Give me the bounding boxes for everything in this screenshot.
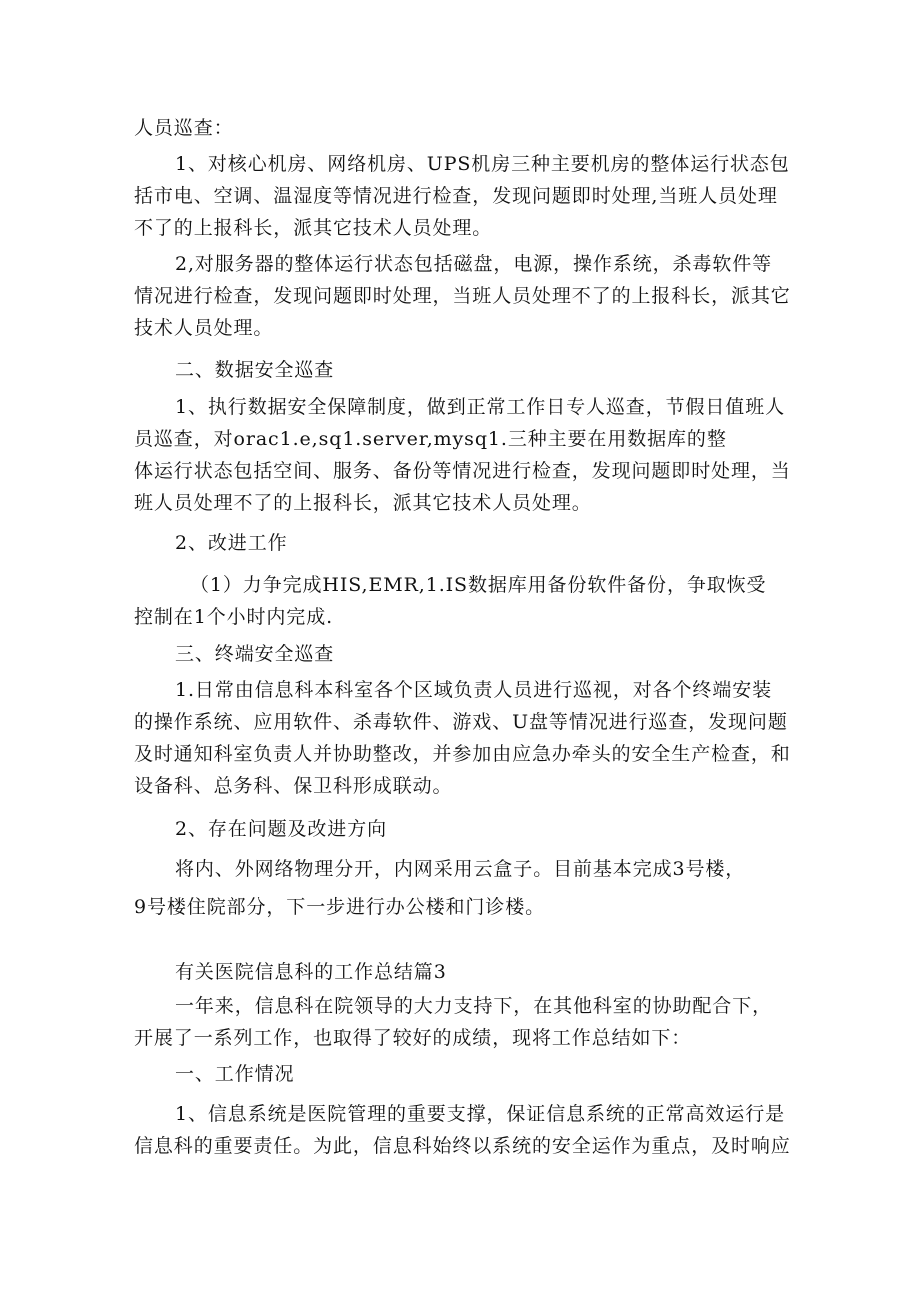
text-line: 括市电、空调、温湿度等情况进行检查，发现问题即时处理,当班人员处理: [134, 185, 778, 207]
text-line: 人员巡查：: [134, 117, 234, 139]
subheading: 2、改进工作: [175, 532, 288, 554]
text-line: 开展了一系列工作，也取得了较好的成绩，现将工作总结如下：: [134, 1027, 692, 1049]
text-line: 1、对核心机房、网络机房、UPS机房三种主要机房的整体运行状态包: [175, 153, 790, 175]
section-heading: 二、数据安全巡查: [175, 359, 335, 381]
text-line: 及时通知科室负责人并协助整改，并参加由应急办牵头的安全生产检查，和: [134, 743, 791, 765]
text-line: 1、信息系统是医院管理的重要支撑，保证信息系统的正常高效运行是: [175, 1103, 785, 1125]
text-line: 9号楼住院部分，下一步进行办公楼和门诊楼。: [134, 896, 545, 918]
text-line: 班人员处理不了的上报科长，派其它技术人员处理。: [134, 492, 592, 514]
text-line: 1.日常由信息科本科室各个区域负责人员进行巡视，对各个终端安装: [175, 679, 773, 701]
text-line: 一年来，信息科在院领导的大力支持下，在其他科室的协助配合下，: [175, 995, 773, 1017]
text-line: 2,对服务器的整体运行状态包括磁盘，电源，操作系统，杀毒软件等: [175, 253, 773, 275]
text-line: 控制在1个小时内完成.: [134, 606, 334, 628]
text-line: 设备科、总务科、保卫科形成联动。: [134, 775, 453, 797]
text-line: 员巡查，对orac1.e,sq1.server,mysq1.三种主要在用数据库的整: [134, 428, 727, 450]
section-heading: 三、终端安全巡查: [175, 643, 335, 665]
text-line: 的操作系统、应用软件、杀毒软件、游戏、U盘等情况进行巡查，发现问题: [134, 711, 788, 733]
text-line: 1、执行数据安全保障制度，做到正常工作日专人巡查，节假日值班人: [175, 396, 785, 418]
text-line: 情况进行检查，发现问题即时处理，当班人员处理不了的上报科长，派其它: [134, 285, 791, 307]
subheading: 2、存在问题及改进方向: [175, 818, 387, 840]
text-line: （1）力争完成HIS,EMR,1.IS数据库用备份软件备份，争取恢受: [190, 574, 767, 596]
text-line: 体运行状态包括空间、服务、备份等情况进行检查，发现问题即时处理，当: [134, 460, 791, 482]
section-title: 有关医院信息科的工作总结篇3: [175, 961, 447, 983]
section-heading: 一、工作情况: [175, 1063, 295, 1085]
text-line: 信息科的重要责任。为此，信息科始终以系统的安全运作为重点，及时响应: [134, 1135, 791, 1157]
text-line: 不了的上报科长，派其它技术人员处理。: [134, 217, 493, 239]
text-line: 技术人员处理。: [134, 317, 274, 339]
text-line: 将内、外网络物理分开，内网采用云盒子。目前基本完成3号楼，: [175, 858, 746, 880]
